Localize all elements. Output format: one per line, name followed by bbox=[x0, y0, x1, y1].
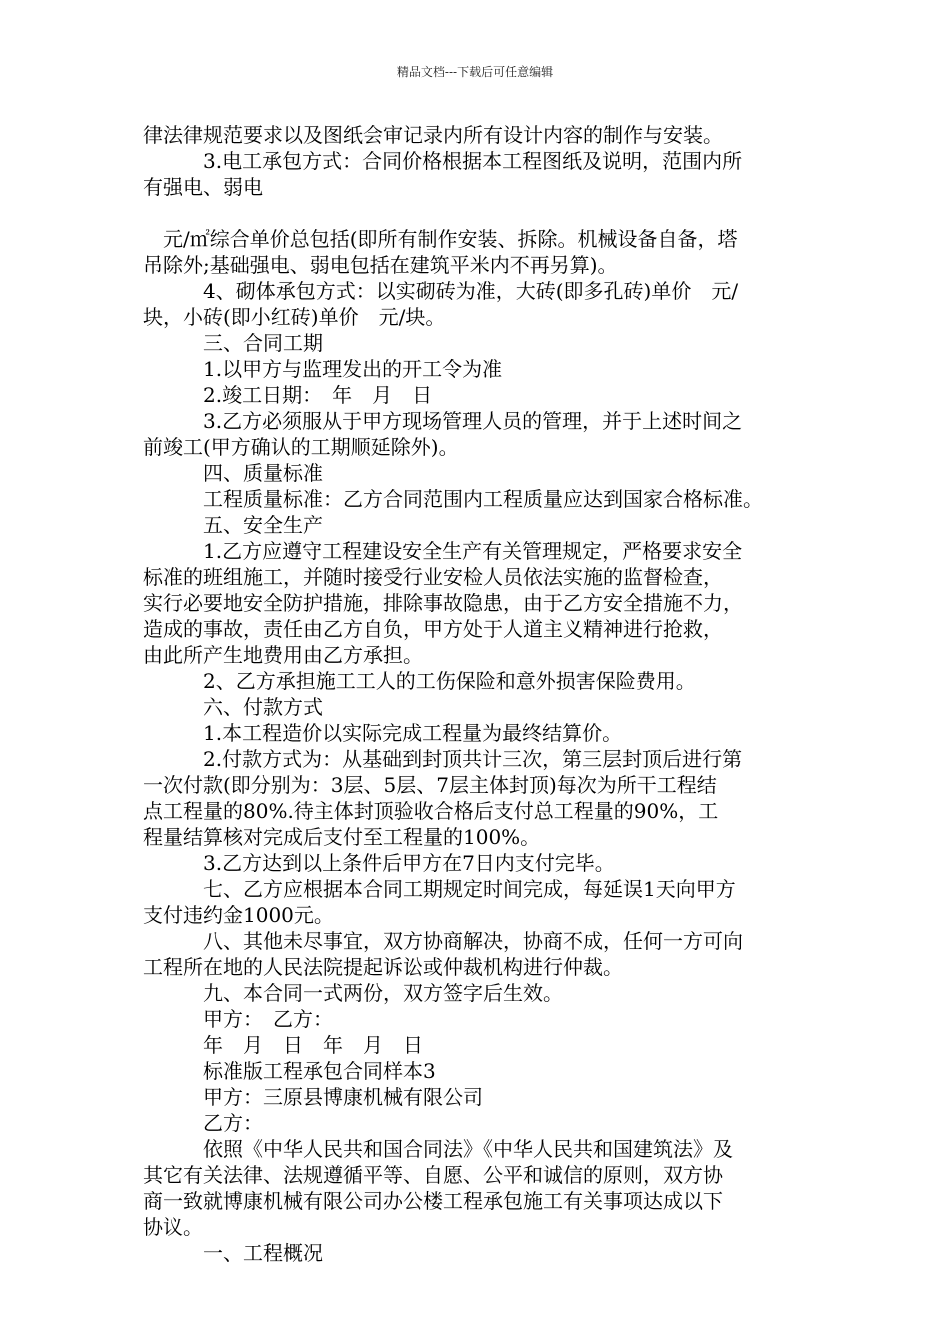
text-line: 前竣工(甲方确认的工期顺延除外)。 bbox=[143, 435, 459, 459]
text-line: 有强电、弱电 bbox=[143, 175, 263, 199]
text-line: 九、本合同一式两份，双方签字后生效。 bbox=[143, 981, 563, 1005]
text-line: 吊除外;基础强电、弱电包括在建筑平米内不再另算)。 bbox=[143, 253, 618, 277]
text-line: 1.以甲方与监理发出的开工令为准 bbox=[143, 357, 503, 381]
text-line: 1.本工程造价以实际完成工程量为最终结算价。 bbox=[143, 721, 623, 745]
text-line: 协议。 bbox=[143, 1215, 203, 1239]
text-line: 八、其他未尽事宜，双方协商解决，协商不成，任何一方可向 bbox=[143, 929, 743, 953]
section-heading: 六、付款方式 bbox=[143, 695, 323, 719]
text-line: 造成的事故，责任由乙方自负，甲方处于人道主义精神进行抢救， bbox=[143, 617, 723, 641]
text-line: 依照《中华人民共和国合同法》《中华人民共和国建筑法》及 bbox=[143, 1137, 733, 1161]
section-heading: 五、安全生产 bbox=[143, 513, 323, 537]
date-line: 年 月 日 年 月 日 bbox=[143, 1033, 423, 1057]
text-line: 支付违约金1000元。 bbox=[143, 903, 334, 927]
text-line: 程量结算核对完成后支付至工程量的100%。 bbox=[143, 825, 541, 849]
text-line: 1.乙方应遵守工程建设安全生产有关管理规定，严格要求安全 bbox=[143, 539, 743, 563]
text-line: 2.竣工日期： 年 月 日 bbox=[143, 383, 433, 407]
text-line: 七、乙方应根据本合同工期规定时间完成，每延误1天向甲方 bbox=[143, 877, 736, 901]
text-line: 工程质量标准：乙方合同范围内工程质量应达到国家合格标准。 bbox=[143, 487, 763, 511]
text-line: 2、乙方承担施工工人的工伤保险和意外损害保险费用。 bbox=[143, 669, 696, 693]
text-line: 由此所产生地费用由乙方承担。 bbox=[143, 643, 423, 667]
text-line: 其它有关法律、法规遵循平等、自愿、公平和诚信的原则，双方协 bbox=[143, 1163, 723, 1187]
party-b-line: 乙方： bbox=[143, 1111, 263, 1135]
section-heading: 四、质量标准 bbox=[143, 461, 323, 485]
text-line: 4、砌体承包方式：以实砌砖为准，大砖(即多孔砖)单价 元/ bbox=[143, 279, 739, 303]
section-heading: 一、工程概况 bbox=[143, 1241, 323, 1265]
text-line: 一次付款(即分别为：3层、5层、7层主体封顶)每次为所干工程结 bbox=[143, 773, 717, 797]
document-body bbox=[143, 122, 815, 1266]
text-line: 标准的班组施工，并随时接受行业安检人员依法实施的监督检查， bbox=[143, 565, 723, 589]
text-line: 点工程量的80%.待主体封顶验收合格后支付总工程量的90%，工 bbox=[143, 799, 719, 823]
page-header: 精品文档---下载后可任意编辑 bbox=[396, 65, 554, 79]
text-line: 3.乙方达到以上条件后甲方在7日内支付完毕。 bbox=[143, 851, 615, 875]
text-line: 实行必要地安全防护措施，排除事故隐患，由于乙方安全措施不力， bbox=[143, 591, 743, 615]
text-line: 3.乙方必须服从于甲方现场管理人员的管理，并于上述时间之 bbox=[143, 409, 743, 433]
document-title: 标准版工程承包合同样本3 bbox=[143, 1059, 436, 1083]
text-line: 工程所在地的人民法院提起诉讼或仲裁机构进行仲裁。 bbox=[143, 955, 623, 979]
text-line: 3.电工承包方式：合同价格根据本工程图纸及说明，范围内所 bbox=[143, 149, 743, 173]
text-line: 律法律规范要求以及图纸会审记录内所有设计内容的制作与安装。 bbox=[143, 123, 723, 147]
section-heading: 三、合同工期 bbox=[143, 331, 323, 355]
text-line: 块，小砖(即小红砖)单价 元/块。 bbox=[143, 305, 446, 329]
text-line: 2.付款方式为：从基础到封顶共计三次，第三层封顶后进行第 bbox=[143, 747, 743, 771]
blank-line bbox=[143, 200, 815, 226]
party-a-line: 甲方：三原县博康机械有限公司 bbox=[143, 1085, 483, 1109]
text-line: 元/㎡综合单价总包括(即所有制作安装、拆除。机械设备自备，塔 bbox=[143, 227, 738, 251]
text-line: 商一致就博康机械有限公司办公楼工程承包施工有关事项达成以下 bbox=[143, 1189, 723, 1213]
signature-line: 甲方： 乙方： bbox=[143, 1007, 333, 1031]
